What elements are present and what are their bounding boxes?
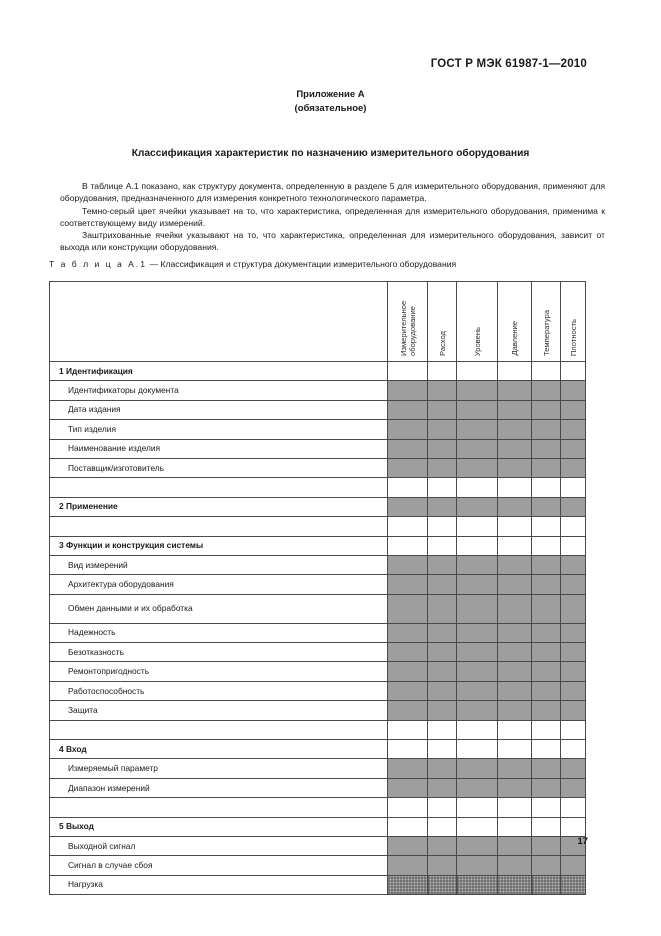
- cell-applicable: [532, 681, 561, 700]
- cell-empty: [498, 362, 532, 381]
- cell-applicable: [532, 497, 561, 516]
- paragraph-2: Темно-серый цвет ячейки указывает на то, что характеристика, определенная для измерительного оборудования, применима к соответствующему виду измерений.: [60, 205, 605, 228]
- cell-empty: [428, 536, 457, 555]
- cell-applicable: [388, 458, 428, 477]
- cell-applicable: [457, 681, 498, 700]
- cell-empty: [498, 536, 532, 555]
- table-row: [50, 778, 586, 797]
- table-item-label: Дата издания: [50, 400, 388, 419]
- cell-applicable: [532, 643, 561, 662]
- cell-applicable: [457, 643, 498, 662]
- table-item-label: Тип изделия: [50, 420, 388, 439]
- cell-applicable: [457, 759, 498, 778]
- cell-applicable: [561, 458, 586, 477]
- table-row: [50, 575, 586, 594]
- cell-applicable: [498, 400, 532, 419]
- cell-applicable: [532, 381, 561, 400]
- column-header-label: Плотность: [568, 318, 578, 356]
- cell-applicable: [561, 400, 586, 419]
- cell-applicable: [561, 381, 586, 400]
- table-row: [50, 439, 586, 458]
- cell-empty: [388, 720, 428, 739]
- table-row: [50, 478, 586, 497]
- cell-empty: [457, 720, 498, 739]
- cell-empty: [428, 478, 457, 497]
- table-caption: [49, 259, 456, 269]
- cell-applicable: [457, 623, 498, 642]
- cell-applicable: [388, 778, 428, 797]
- cell-applicable: [561, 681, 586, 700]
- cell-empty: [498, 720, 532, 739]
- cell-applicable: [498, 759, 532, 778]
- column-header-2: [428, 282, 457, 362]
- table-spacer-cell: [50, 720, 388, 739]
- cell-applicable: [498, 643, 532, 662]
- cell-applicable: [532, 778, 561, 797]
- cell-applicable: [457, 856, 498, 875]
- cell-applicable: [388, 836, 428, 855]
- cell-applicable: [388, 420, 428, 439]
- cell-empty: [457, 536, 498, 555]
- table-spacer-cell: [50, 517, 388, 536]
- cell-empty: [532, 362, 561, 381]
- table-row: [50, 594, 586, 623]
- annex-subtitle: (обязательное): [294, 103, 367, 114]
- table-row: [50, 517, 586, 536]
- table-row: [50, 856, 586, 875]
- cell-empty: [561, 817, 586, 836]
- cell-empty: [532, 478, 561, 497]
- table-row: [50, 701, 586, 720]
- cell-applicable: [457, 701, 498, 720]
- intro-paragraphs: [60, 180, 605, 254]
- table-section-label: 4 Вход: [50, 740, 388, 759]
- cell-applicable: [561, 643, 586, 662]
- column-header-label: Расход: [437, 330, 447, 356]
- table-row: [50, 362, 586, 381]
- cell-applicable: [498, 575, 532, 594]
- cell-empty: [561, 720, 586, 739]
- cell-applicable: [532, 623, 561, 642]
- cell-empty: [532, 536, 561, 555]
- table-row: [50, 497, 586, 516]
- table-corner-cell: [50, 282, 388, 362]
- cell-applicable: [388, 759, 428, 778]
- cell-applicable: [428, 623, 457, 642]
- cell-applicable: [388, 594, 428, 623]
- cell-applicable: [561, 623, 586, 642]
- cell-applicable: [498, 778, 532, 797]
- page-number: 17: [577, 836, 588, 847]
- cell-applicable: [498, 497, 532, 516]
- cell-applicable: [498, 555, 532, 574]
- classification-table-wrapper: [49, 281, 585, 895]
- table-item-label: Идентификаторы документа: [50, 381, 388, 400]
- annex-heading: [0, 88, 661, 116]
- column-header-6: [561, 282, 586, 362]
- cell-applicable: [428, 778, 457, 797]
- table-item-label: Вид измерений: [50, 555, 388, 574]
- table-spacer-cell: [50, 478, 388, 497]
- table-row: [50, 400, 586, 419]
- cell-applicable: [428, 856, 457, 875]
- cell-empty: [532, 817, 561, 836]
- cell-empty: [428, 517, 457, 536]
- cell-empty: [498, 740, 532, 759]
- cell-applicable: [561, 420, 586, 439]
- column-header-label: Измерительное оборудование: [398, 300, 417, 356]
- cell-applicable: [388, 381, 428, 400]
- page-title: Классификация характеристик по назначению измерительного оборудования: [131, 148, 530, 159]
- table-item-label: Работоспособность: [50, 681, 388, 700]
- cell-empty: [498, 517, 532, 536]
- table-row: [50, 458, 586, 477]
- cell-applicable: [498, 836, 532, 855]
- cell-applicable: [388, 439, 428, 458]
- column-header-1: [388, 282, 428, 362]
- cell-dependent: [532, 875, 561, 894]
- cell-applicable: [532, 701, 561, 720]
- cell-applicable: [498, 439, 532, 458]
- cell-applicable: [532, 759, 561, 778]
- table-item-label: Архитектура оборудования: [50, 575, 388, 594]
- cell-applicable: [561, 856, 586, 875]
- cell-applicable: [532, 594, 561, 623]
- table-row: [50, 381, 586, 400]
- cell-empty: [561, 798, 586, 817]
- cell-applicable: [532, 575, 561, 594]
- table-row: [50, 875, 586, 894]
- cell-empty: [561, 362, 586, 381]
- cell-applicable: [388, 643, 428, 662]
- table-item-label: Обмен данными и их обработка: [50, 594, 388, 623]
- cell-empty: [428, 740, 457, 759]
- cell-applicable: [498, 662, 532, 681]
- cell-applicable: [498, 701, 532, 720]
- column-header-5: [532, 282, 561, 362]
- cell-applicable: [428, 575, 457, 594]
- cell-empty: [428, 798, 457, 817]
- cell-empty: [457, 478, 498, 497]
- cell-empty: [561, 740, 586, 759]
- table-caption-title: Классификация и структура документации измерительного оборудования: [160, 259, 457, 269]
- cell-empty: [388, 798, 428, 817]
- cell-empty: [457, 817, 498, 836]
- cell-empty: [561, 517, 586, 536]
- cell-applicable: [457, 836, 498, 855]
- cell-applicable: [457, 458, 498, 477]
- cell-applicable: [561, 439, 586, 458]
- column-header-label: Давление: [510, 321, 519, 356]
- cell-applicable: [428, 381, 457, 400]
- cell-applicable: [428, 662, 457, 681]
- cell-applicable: [457, 420, 498, 439]
- cell-empty: [561, 536, 586, 555]
- cell-applicable: [532, 662, 561, 681]
- standard-reference: ГОСТ Р МЭК 61987-1—2010: [430, 58, 587, 70]
- cell-applicable: [532, 400, 561, 419]
- table-item-label: Поставщик/изготовитель: [50, 458, 388, 477]
- column-header-label: Температура: [541, 310, 551, 356]
- cell-applicable: [532, 439, 561, 458]
- cell-empty: [457, 517, 498, 536]
- cell-empty: [388, 478, 428, 497]
- cell-applicable: [428, 439, 457, 458]
- table-row: [50, 662, 586, 681]
- table-item-label: Безотказность: [50, 643, 388, 662]
- cell-applicable: [561, 594, 586, 623]
- cell-empty: [532, 517, 561, 536]
- cell-dependent: [428, 875, 457, 894]
- cell-dependent: [388, 875, 428, 894]
- cell-applicable: [561, 555, 586, 574]
- cell-applicable: [428, 836, 457, 855]
- table-item-label: Сигнал в случае сбоя: [50, 856, 388, 875]
- cell-applicable: [388, 555, 428, 574]
- table-row: [50, 759, 586, 778]
- cell-applicable: [388, 400, 428, 419]
- cell-applicable: [428, 643, 457, 662]
- cell-applicable: [388, 856, 428, 875]
- table-row: [50, 555, 586, 574]
- classification-table: [49, 281, 586, 895]
- cell-empty: [428, 362, 457, 381]
- table-row: [50, 643, 586, 662]
- cell-applicable: [561, 778, 586, 797]
- table-item-label: Выходной сигнал: [50, 836, 388, 855]
- cell-dependent: [561, 875, 586, 894]
- table-caption-dash: —: [147, 259, 161, 269]
- column-header-4: [498, 282, 532, 362]
- table-row: [50, 798, 586, 817]
- cell-applicable: [428, 594, 457, 623]
- cell-applicable: [388, 681, 428, 700]
- cell-applicable: [498, 594, 532, 623]
- table-spacer-cell: [50, 798, 388, 817]
- column-header-3: [457, 282, 498, 362]
- cell-empty: [388, 740, 428, 759]
- cell-empty: [532, 720, 561, 739]
- cell-applicable: [532, 555, 561, 574]
- cell-empty: [532, 798, 561, 817]
- cell-empty: [388, 362, 428, 381]
- table-row: [50, 536, 586, 555]
- paragraph-1: В таблице А.1 показано, как структуру документа, определенную в разделе 5 для измерительного оборудования, применяют для оборудования, предназначенного для измерения конкретного технологического параметра.: [60, 181, 605, 204]
- cell-empty: [428, 817, 457, 836]
- cell-applicable: [428, 759, 457, 778]
- cell-empty: [388, 817, 428, 836]
- cell-applicable: [532, 856, 561, 875]
- table-row: [50, 681, 586, 700]
- table-row: [50, 720, 586, 739]
- cell-applicable: [457, 594, 498, 623]
- cell-applicable: [561, 662, 586, 681]
- cell-empty: [457, 740, 498, 759]
- cell-applicable: [532, 836, 561, 855]
- cell-applicable: [428, 420, 457, 439]
- cell-applicable: [532, 458, 561, 477]
- cell-empty: [457, 362, 498, 381]
- cell-applicable: [428, 497, 457, 516]
- cell-applicable: [498, 381, 532, 400]
- cell-applicable: [457, 662, 498, 681]
- table-item-label: Защита: [50, 701, 388, 720]
- cell-applicable: [457, 400, 498, 419]
- cell-applicable: [428, 555, 457, 574]
- cell-empty: [388, 517, 428, 536]
- cell-applicable: [561, 575, 586, 594]
- table-item-label: Наименование изделия: [50, 439, 388, 458]
- table-section-label: 2 Применение: [50, 497, 388, 516]
- table-item-label: Диапазон измерений: [50, 778, 388, 797]
- table-item-label: Нагрузка: [50, 875, 388, 894]
- cell-applicable: [457, 778, 498, 797]
- cell-applicable: [428, 458, 457, 477]
- cell-applicable: [457, 497, 498, 516]
- cell-applicable: [561, 759, 586, 778]
- cell-applicable: [561, 701, 586, 720]
- cell-applicable: [428, 400, 457, 419]
- cell-applicable: [388, 497, 428, 516]
- cell-dependent: [498, 875, 532, 894]
- cell-applicable: [388, 662, 428, 681]
- cell-applicable: [457, 575, 498, 594]
- table-section-label: 3 Функции и конструкция системы: [50, 536, 388, 555]
- cell-applicable: [428, 701, 457, 720]
- paragraph-3: Заштрихованные ячейки указывают на то, что характеристика, определенная для измерительного оборудования, зависит от выхода или конструкции оборудования.: [60, 230, 605, 253]
- table-section-label: 5 Выход: [50, 817, 388, 836]
- table-row: [50, 740, 586, 759]
- cell-applicable: [388, 575, 428, 594]
- cell-empty: [388, 536, 428, 555]
- cell-empty: [532, 740, 561, 759]
- cell-dependent: [457, 875, 498, 894]
- table-row: [50, 836, 586, 855]
- cell-empty: [457, 798, 498, 817]
- column-header-label: Уровень: [472, 326, 482, 356]
- cell-applicable: [532, 420, 561, 439]
- table-row: [50, 420, 586, 439]
- cell-empty: [498, 798, 532, 817]
- cell-applicable: [498, 420, 532, 439]
- cell-applicable: [428, 681, 457, 700]
- table-row: [50, 623, 586, 642]
- table-item-label: Надежность: [50, 623, 388, 642]
- cell-applicable: [457, 555, 498, 574]
- cell-applicable: [498, 856, 532, 875]
- table-caption-label: Т а б л и ц а А.1: [49, 259, 148, 269]
- cell-applicable: [561, 497, 586, 516]
- table-item-label: Измеряемый параметр: [50, 759, 388, 778]
- cell-empty: [428, 720, 457, 739]
- table-header-row: [50, 282, 586, 362]
- cell-applicable: [457, 381, 498, 400]
- cell-applicable: [498, 681, 532, 700]
- table-item-label: Ремонтопригодность: [50, 662, 388, 681]
- cell-empty: [498, 817, 532, 836]
- cell-applicable: [498, 623, 532, 642]
- cell-applicable: [388, 623, 428, 642]
- cell-applicable: [457, 439, 498, 458]
- cell-empty: [498, 478, 532, 497]
- table-section-label: 1 Идентификация: [50, 362, 388, 381]
- cell-empty: [561, 478, 586, 497]
- annex-title: Приложение А: [296, 89, 365, 100]
- cell-applicable: [388, 701, 428, 720]
- cell-applicable: [498, 458, 532, 477]
- table-row: [50, 817, 586, 836]
